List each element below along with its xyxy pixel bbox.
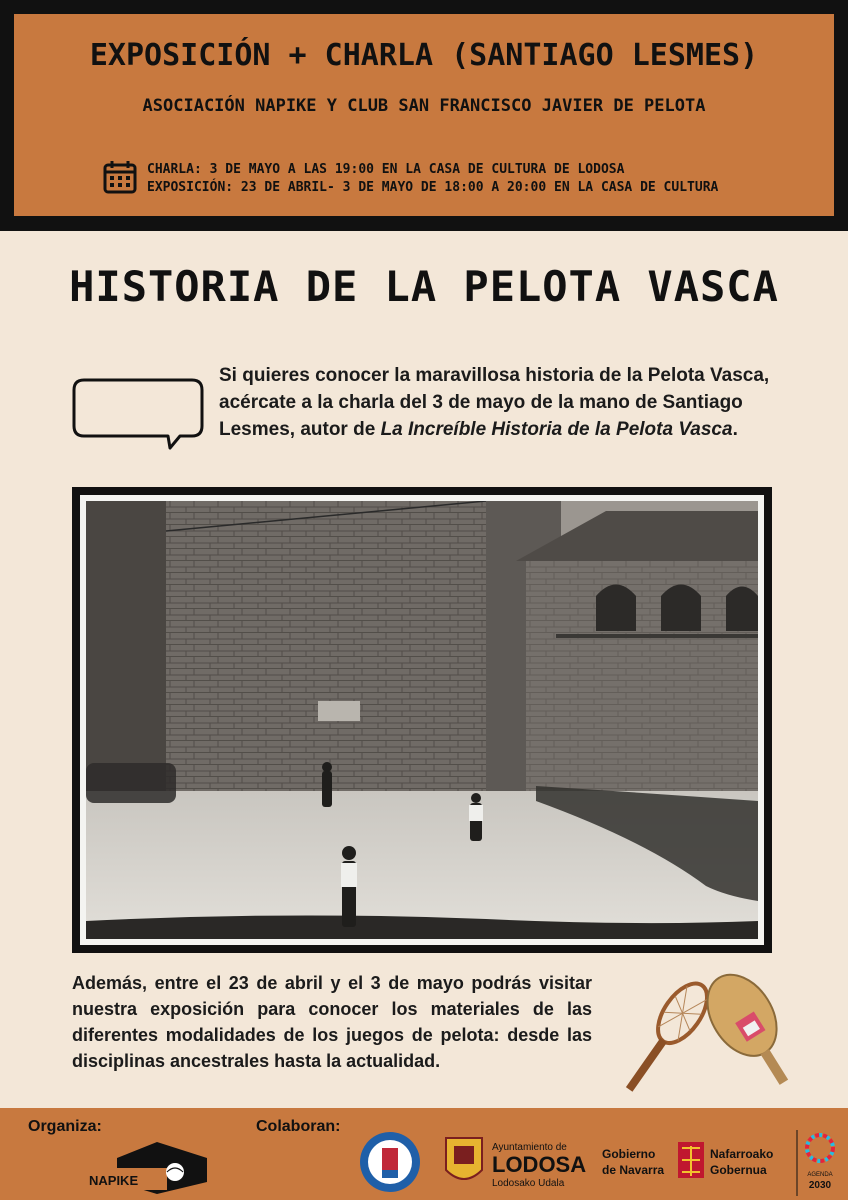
speech-bubble-icon [70,376,206,452]
gob-es2: de Navarra [602,1163,665,1177]
intro-text: Si quieres conocer la maravillosa historia de la Pelota Vasca, acércate a la charla del 3 de mayo de la mano de Santiago Lesmes, autor de [219,365,770,440]
pelota-rackets-illustration [600,968,810,1093]
ayuntamiento-lodosa-logo [442,1130,592,1194]
napike-text: NAPIKE [89,1173,139,1188]
exposicion-schedule: EXPOSICIÓN: 23 DE ABRIL- 3 DE MAYO DE 18:00 A 20:00 EN LA CASA DE CULTURA [147,180,719,195]
napike-logo [87,1138,217,1194]
ayto-line2: LODOSA [492,1152,587,1177]
header-band [0,0,848,231]
fronton-illustration [86,501,758,939]
historic-fronton-photo [86,501,758,939]
ayto-line1: Ayuntamiento de [492,1142,567,1153]
gob-es1: Gobierno [602,1147,656,1161]
intro-end: . [732,419,738,440]
event-organizers: ASOCIACIÓN NAPIKE Y CLUB SAN FRANCISCO JAVIER DE PELOTA [142,96,706,116]
header-panel [14,14,834,216]
club-san-francisco-javier-logo [358,1130,422,1194]
ayto-line3: Lodosako Udala [492,1178,565,1189]
gobierno-navarra-logo [602,1136,782,1192]
photo-mat [80,495,764,945]
page-title: HISTORIA DE LA PELOTA VASCA [69,262,779,311]
footer-band [0,1108,848,1200]
event-title: EXPOSICIÓN + CHARLA (SANTIAGO LESMES) [89,38,759,73]
agenda-text: AGENDA [807,1172,833,1178]
agenda-2030-logo [796,1130,842,1196]
organiza-label: Organiza: [28,1118,102,1135]
photo-frame [72,487,772,953]
intro-paragraph [219,362,789,443]
charla-schedule: CHARLA: 3 DE MAYO A LAS 19:00 EN LA CASA DE CULTURA DE LODOSA [147,162,625,177]
gob-eu2: Gobernua [710,1163,767,1177]
calendar-icon [103,160,137,194]
colaboran-label: Colaboran: [256,1118,341,1135]
book-title: La Increíble Historia de la Pelota Vasca [380,419,733,440]
gob-eu1: Nafarroako [710,1147,774,1161]
agenda-year: 2030 [808,1180,832,1191]
exhibition-paragraph: Además, entre el 23 de abril y el 3 de mayo podrás visitar nuestra exposición para conocer los materiales de las diferentes modalidades de los juegos de pelota: desde las disciplinas ancestrales hasta la actualidad. [72,973,592,1071]
